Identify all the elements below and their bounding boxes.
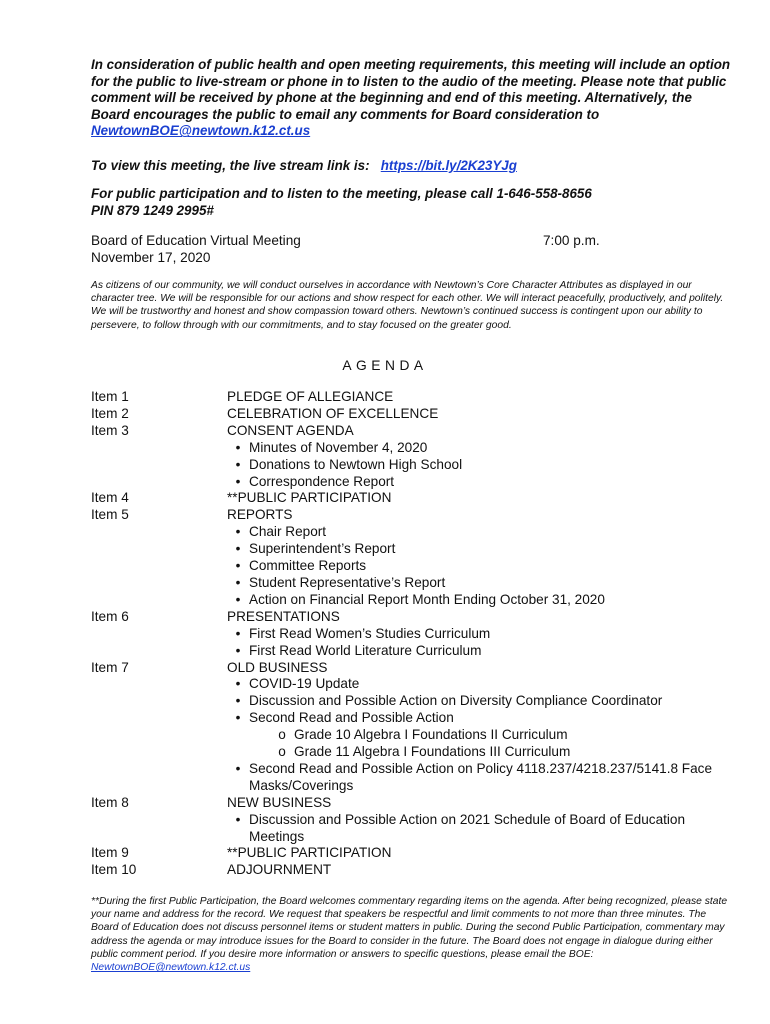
agenda-bullet xyxy=(91,710,731,727)
bullet-line xyxy=(227,744,731,761)
agenda-item xyxy=(91,406,731,423)
bullet-line xyxy=(227,812,731,846)
agenda-bullet xyxy=(91,693,731,710)
bullet-dot-icon: • xyxy=(235,760,241,776)
agenda-bullet xyxy=(91,575,731,592)
agenda-item xyxy=(91,389,731,406)
bullet-text: Grade 10 Algebra I Foundations II Curriculum xyxy=(294,727,568,743)
agenda-item-number: Item 4 xyxy=(91,490,129,506)
agenda-bullet xyxy=(91,761,731,795)
bullet-dot-icon: • xyxy=(235,710,241,726)
character-attributes-statement: As citizens of our community, we will conduct ourselves in accordance with Newtown’s Core Character Attributes as displayed in our character tree. We will be responsible for our actions and show respect for each other. We will interact peacefully, productively, and politely. We will be trustworthy and honest and show compassion toward others. Newtown’s continued success is contingent upon our ability to persevere, to follow through with our commitments, and to stay focused on the greater good. xyxy=(91,280,724,331)
bullet-line xyxy=(227,524,731,541)
bullet-text: Discussion and Possible Action on Diversity Compliance Coordinator xyxy=(249,693,663,709)
agenda-item-number: Item 8 xyxy=(91,794,129,810)
bullet-line xyxy=(227,558,731,575)
bullet-dot-icon: • xyxy=(235,574,241,590)
bullet-dot-icon: • xyxy=(235,558,241,574)
agenda-bullet xyxy=(91,474,731,491)
agenda-bullet xyxy=(91,541,731,558)
agenda-item xyxy=(91,609,731,626)
public-health-notice xyxy=(91,57,731,140)
agenda-item-title: ADJOURNMENT xyxy=(227,862,332,878)
agenda-title: AGENDA xyxy=(342,358,428,373)
bullet-dot-icon: • xyxy=(235,625,241,641)
bullet-dot-icon: • xyxy=(235,693,241,709)
bullet-text: Correspondence Report xyxy=(249,473,395,489)
bullet-line xyxy=(227,761,731,795)
agenda-item xyxy=(91,795,731,812)
livestream-line xyxy=(91,158,517,175)
bullet-dot-icon: • xyxy=(235,591,241,607)
bullet-line xyxy=(227,626,731,643)
bullet-text: Student Representative’s Report xyxy=(249,574,446,590)
agenda-bullet xyxy=(91,524,731,541)
bullet-text: Action on Financial Report Month Ending October 31, 2020 xyxy=(249,591,605,607)
bullet-text: Second Read and Possible Action on Policy 4118.237/4218.237/5141.8 Face Masks/Coverings xyxy=(249,760,713,793)
bullet-text: First Read World Literature Curriculum xyxy=(249,642,482,658)
notice-email-link[interactable]: NewtownBOE@newtown.k12.ct.us xyxy=(91,123,311,139)
agenda-item xyxy=(91,423,731,440)
agenda-item-title: CELEBRATION OF EXCELLENCE xyxy=(227,405,439,421)
bullet-line xyxy=(227,541,731,558)
agenda-item-number: Item 9 xyxy=(91,845,129,861)
agenda-item xyxy=(91,845,731,862)
agenda-item-number: Item 7 xyxy=(91,659,129,675)
agenda-bullet xyxy=(91,592,731,609)
agenda-subbullet xyxy=(91,744,731,761)
bullet-text: Superintendent’s Report xyxy=(249,541,396,557)
pin-line: PIN 879 1249 2995# xyxy=(91,202,214,218)
bullet-line xyxy=(227,592,731,609)
bullet-text: Minutes of November 4, 2020 xyxy=(249,439,428,455)
agenda-item xyxy=(91,862,731,879)
agenda-bullet xyxy=(91,558,731,575)
bullet-dot-icon: • xyxy=(235,676,241,692)
bullet-line xyxy=(227,457,731,474)
bullet-line xyxy=(227,727,731,744)
agenda-item xyxy=(91,660,731,677)
phone-block xyxy=(91,186,592,219)
meeting-info xyxy=(91,233,611,266)
agenda-item-title: CONSENT AGENDA xyxy=(227,422,354,438)
bullet-line xyxy=(227,575,731,592)
livestream-label: To view this meeting, the live stream link is: xyxy=(91,158,370,173)
bullet-line xyxy=(227,440,731,457)
agenda-bullet xyxy=(91,440,731,457)
agenda-item-title: PLEDGE OF ALLEGIANCE xyxy=(227,389,394,404)
meeting-time: 7:00 p.m. xyxy=(543,233,600,248)
bullet-line xyxy=(227,710,731,727)
agenda-item-title: **PUBLIC PARTICIPATION xyxy=(227,845,392,861)
agenda-item-title: **PUBLIC PARTICIPATION xyxy=(227,490,392,506)
bullet-dot-icon: • xyxy=(235,811,241,827)
agenda-bullet xyxy=(91,676,731,693)
agenda-item-number: Item 6 xyxy=(91,608,129,624)
bullet-text: Grade 11 Algebra I Foundations III Curriculum xyxy=(294,744,571,760)
bullet-text: Discussion and Possible Action on 2021 Schedule of Board of Education Meetings xyxy=(249,811,686,844)
meeting-date: November 17, 2020 xyxy=(91,249,211,265)
bullet-dot-icon: • xyxy=(235,541,241,557)
bullet-line xyxy=(227,693,731,710)
agenda-item-title: PRESENTATIONS xyxy=(227,608,340,624)
notice-text: In consideration of public health and open meeting requirements, this meeting will include an option for the public to live-stream or phone in to listen to the audio of the meeting. Please note that public comment will be received by phone at the beginning and end of this meeting. Alternatively, the Board encourages the public to email any comments for Board consideration to xyxy=(91,57,731,122)
agenda-subbullet xyxy=(91,727,731,744)
bullet-text: First Read Women’s Studies Curriculum xyxy=(249,625,491,641)
bullet-text: Donations to Newtown High School xyxy=(249,456,463,472)
circle-bullet-icon: o xyxy=(278,727,286,743)
bullet-line xyxy=(227,474,731,491)
agenda-item-number: Item 3 xyxy=(91,422,129,438)
agenda-item xyxy=(91,507,731,524)
bullet-dot-icon: • xyxy=(235,473,241,489)
bullet-dot-icon: • xyxy=(235,642,241,658)
bullet-text: Committee Reports xyxy=(249,558,367,574)
bullet-text: COVID-19 Update xyxy=(249,676,360,692)
agenda-bullet xyxy=(91,812,731,846)
bullet-dot-icon: • xyxy=(235,439,241,455)
agenda-item-number: Item 5 xyxy=(91,507,129,523)
public-participation-footnote xyxy=(91,895,736,974)
agenda-bullet xyxy=(91,626,731,643)
agenda-item-number: Item 2 xyxy=(91,405,129,421)
bullet-text: Chair Report xyxy=(249,524,327,540)
bullet-text: Second Read and Possible Action xyxy=(249,710,454,726)
phone-line: For public participation and to listen to the meeting, please call 1-646-558-8656 xyxy=(91,186,592,201)
agenda-item-title: NEW BUSINESS xyxy=(227,794,332,810)
footnote-text: **During the first Public Participation, the Board welcomes commentary regarding items on the agenda. After being recognized, please state your name and address for the record. We request that speakers be respectful and limit comments to not more than three minutes. The Board of Education does not discuss personnel items or student matters in public. During the second Public Participation, commentary may address the agenda or may introduce issues for the Board to consider in the future. The Board does not engage in dialogue during either public comment period. If you desire more information or answers to specific questions, please email the BOE: xyxy=(91,896,728,960)
bullet-line xyxy=(227,643,731,660)
agenda-item-number: Item 10 xyxy=(91,862,137,878)
bullet-line xyxy=(227,676,731,693)
meeting-name: Board of Education Virtual Meeting xyxy=(91,233,301,248)
agenda-bullet xyxy=(91,457,731,474)
agenda-item xyxy=(91,490,731,507)
agenda-item-title: REPORTS xyxy=(227,507,293,523)
footnote-email-link[interactable]: NewtownBOE@newtown.k12.ct.us xyxy=(91,962,251,974)
agenda-item-number: Item 1 xyxy=(91,389,129,404)
agenda-list xyxy=(91,389,731,879)
bullet-dot-icon: • xyxy=(235,456,241,472)
bullet-dot-icon: • xyxy=(235,524,241,540)
agenda-bullet xyxy=(91,643,731,660)
circle-bullet-icon: o xyxy=(278,744,286,760)
livestream-link[interactable]: https://bit.ly/2K23YJg xyxy=(380,158,517,173)
agenda-item-title: OLD BUSINESS xyxy=(227,659,328,675)
